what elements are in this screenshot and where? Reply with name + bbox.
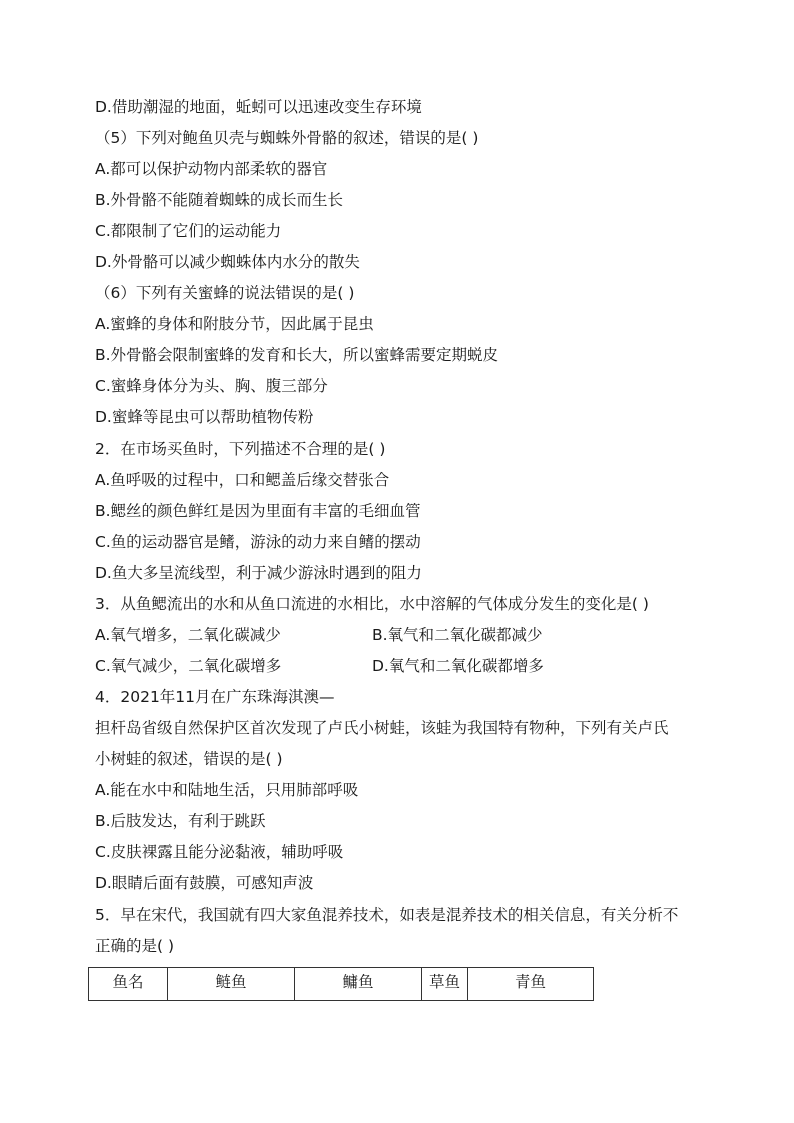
option-d: D.鱼大多呈流线型，利于减少游泳时遇到的阻力 — [95, 564, 422, 582]
table-row — [89, 968, 594, 1001]
question-5-text: 正确的是( ) — [95, 937, 175, 955]
option-b: B.后肢发达，有利于跳跃 — [95, 812, 266, 830]
table-header-cell: 青鱼 — [468, 968, 594, 1001]
table-header-cell: 鳙鱼 — [295, 968, 422, 1001]
question-5: 5．早在宋代，我国就有四大家鱼混养技术，如表是混养技术的相关信息，有关分析不 — [95, 906, 679, 924]
question-3: 3．从鱼鳃流出的水和从鱼口流进的水相比，水中溶解的气体成分发生的变化是( ) — [95, 595, 649, 613]
fish-table — [88, 967, 594, 1001]
option-a: A.能在水中和陆地生活，只用肺部呼吸 — [95, 781, 359, 799]
option-d: D.外骨骼可以减少蜘蛛体内水分的散失 — [95, 253, 360, 271]
option-a: A.蜜蜂的身体和附肢分节，因此属于昆虫 — [95, 315, 374, 333]
table-header-cell: 鱼名 — [89, 968, 168, 1001]
question-1-5: （5）下列对鲍鱼贝壳与蜘蛛外骨骼的叙述，错误的是( ) — [95, 129, 479, 147]
option-c: C.鱼的运动器官是鳍，游泳的动力来自鳍的摆动 — [95, 533, 421, 551]
option-b: B.氧气和二氧化碳都减少 — [372, 626, 543, 644]
option-c: C.皮肤裸露且能分泌黏液，辅助呼吸 — [95, 843, 344, 861]
option-d: D.眼睛后面有鼓膜，可感知声波 — [95, 874, 314, 892]
question-4: 4．2021年11月在广东珠海淇澳— — [95, 688, 335, 706]
line-q1-d: D.借助潮湿的地面，蚯蚓可以迅速改变生存环境 — [95, 98, 422, 116]
question-4-text: 担杆岛省级自然保护区首次发现了卢氏小树蛙，该蛙为我国特有物种，下列有关卢氏 — [95, 719, 669, 737]
table-header-cell: 草鱼 — [422, 968, 468, 1001]
option-c: C.蜜蜂身体分为头、胸、腹三部分 — [95, 377, 328, 395]
question-2: 2．在市场买鱼时，下列描述不合理的是( ) — [95, 440, 386, 458]
option-a: A.鱼呼吸的过程中，口和鳃盖后缘交替张合 — [95, 471, 390, 489]
option-b: B.鳃丝的颜色鲜红是因为里面有丰富的毛细血管 — [95, 502, 421, 520]
option-c: C.都限制了它们的运动能力 — [95, 222, 282, 240]
option-b: B.外骨骼不能随着蜘蛛的成长而生长 — [95, 191, 344, 209]
option-a: A.氧气增多，二氧化碳减少 — [95, 626, 281, 644]
table-header-cell: 鲢鱼 — [168, 968, 295, 1001]
option-b: B.外骨骼会限制蜜蜂的发育和长大，所以蜜蜂需要定期蜕皮 — [95, 346, 499, 364]
option-d: D.蜜蜂等昆虫可以帮助植物传粉 — [95, 408, 314, 426]
question-1-6: （6）下列有关蜜蜂的说法错误的是( ) — [95, 284, 355, 302]
option-a: A.都可以保护动物内部柔软的器官 — [95, 160, 328, 178]
question-4-text: 小树蛙的叙述，错误的是( ) — [95, 750, 283, 768]
option-c: C.氧气减少，二氧化碳增多 — [95, 657, 282, 675]
option-d: D.氧气和二氧化碳都增多 — [372, 657, 544, 675]
